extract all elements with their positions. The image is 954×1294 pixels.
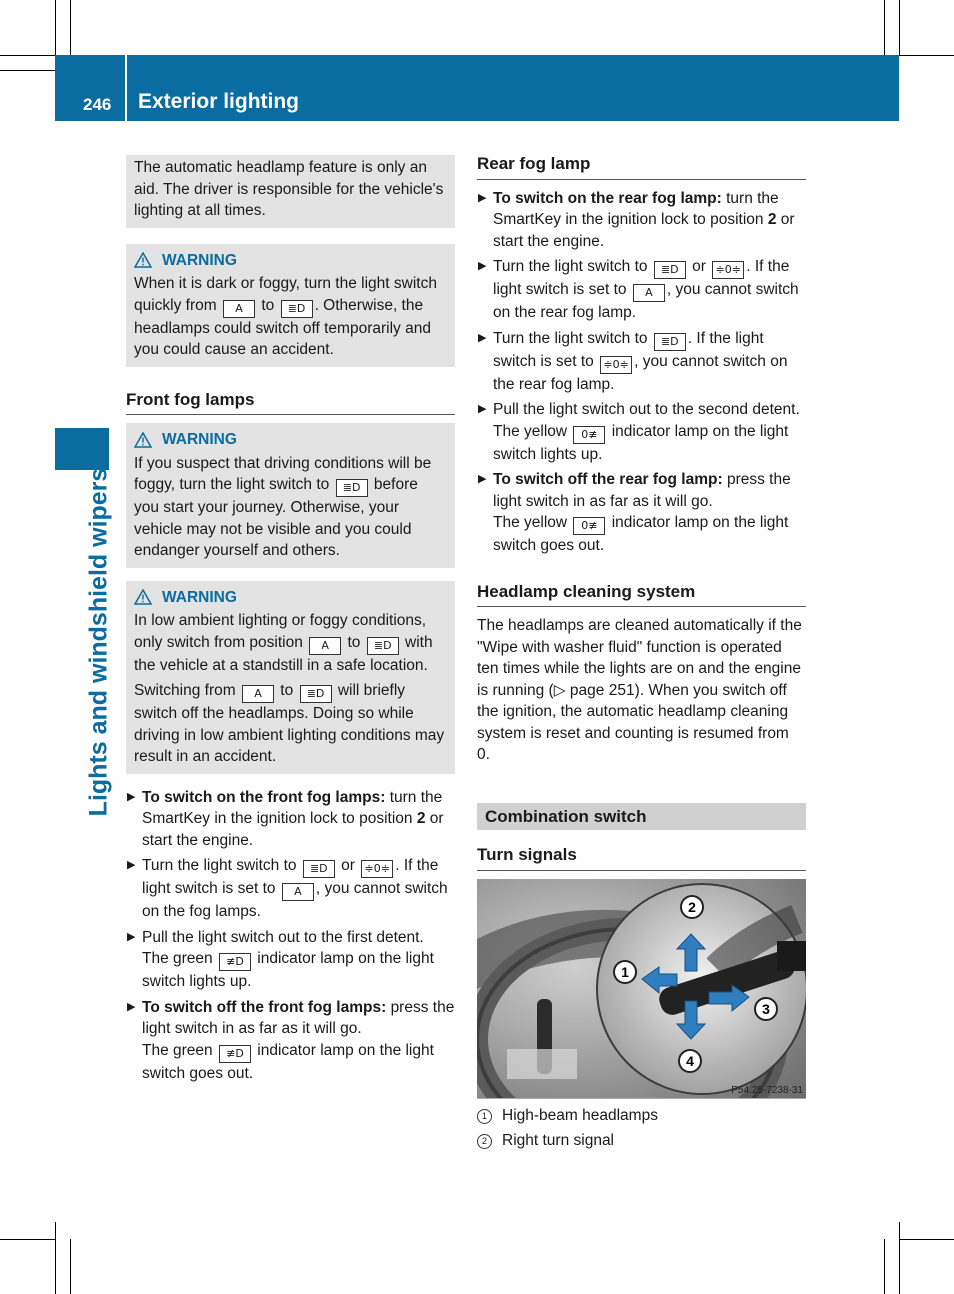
low-beam-icon: ≣D: [367, 637, 399, 655]
callout-label: 2: [688, 898, 696, 915]
page-link[interactable]: page 251). When you switch off the ignition, the automatic headlamp cleaning system is reset and counting is resumed from 0.: [477, 681, 789, 763]
step-text: or: [692, 258, 706, 275]
step-text: press the light switch in as far as it will go.: [493, 471, 791, 510]
warning-text: In low ambient lighting or foggy conditions, only switch from position: [134, 612, 427, 651]
step-text: Pull the light switch out to the second detent.: [493, 401, 800, 418]
step-text: or start the engine.: [142, 810, 444, 849]
callout-label: 3: [762, 1000, 770, 1017]
section-heading-turn-signals: Turn signals: [477, 844, 806, 871]
section-heading-front-fog: Front fog lamps: [126, 389, 455, 416]
section-tab-label: Lights and windshield wipers: [84, 467, 113, 817]
step-text: The green: [142, 950, 213, 967]
section-heading-rear-fog: Rear fog lamp: [477, 153, 806, 180]
section-tab: [55, 428, 109, 470]
instruction-step: [126, 855, 455, 923]
crop-mark: [899, 0, 900, 55]
header-divider: [125, 55, 127, 121]
crop-mark: [884, 1239, 885, 1294]
warning-title: WARNING: [162, 251, 237, 269]
warning-text: . Otherwise, the headlamps could switch off temporarily and you could cause an accident.: [134, 296, 431, 358]
step-text: , you cannot switch on the rear fog lamp.: [493, 281, 799, 321]
front-fog-icon: ≢D: [219, 1045, 251, 1063]
step-text: Turn the light switch to: [493, 329, 648, 347]
warning-text: to: [280, 682, 294, 699]
warning-text: to: [261, 296, 275, 314]
callout-label: 4: [686, 1052, 694, 1069]
warning-text: When it is dark or foggy, turn the light switch quickly from: [134, 275, 437, 314]
step-text: . If the light switch is set to: [493, 329, 764, 370]
warning-triangle-icon: [134, 252, 152, 268]
step-text: The green: [142, 1041, 213, 1059]
step-arrow-icon: ▶: [478, 260, 487, 272]
warning-text: before you start your journey. Otherwise, your vehicle may not be visible and you could endanger yourself and others.: [134, 476, 418, 559]
section-heading-cleaning: Headlamp cleaning system: [477, 581, 806, 608]
step-text: indicator lamp on the light switch lights up.: [142, 950, 434, 990]
step-text: or: [341, 857, 355, 874]
combination-switch-illustration: [477, 879, 806, 1098]
combination-switch-figure: [477, 879, 806, 1099]
instruction-step: [477, 399, 806, 465]
auto-icon: A: [242, 685, 274, 703]
warning-box: [126, 581, 455, 774]
instruction-step: [477, 256, 806, 324]
callout-label: 1: [621, 963, 629, 980]
rear-fog-icon: 0≢: [573, 426, 605, 444]
legend-text: Right turn signal: [502, 1132, 615, 1149]
instruction-step: [126, 927, 455, 993]
parking-lamp-icon: ≑0≑: [361, 860, 393, 878]
step-text: indicator lamp on the light switch goes out.: [142, 1041, 434, 1082]
info-box: [126, 155, 455, 228]
step-bold: To switch on the front fog lamps:: [142, 788, 386, 806]
warning-heading: [134, 247, 447, 272]
parking-lamp-icon: ≑0≑: [600, 356, 632, 374]
low-beam-icon: ≣D: [654, 333, 686, 351]
crop-mark: [55, 0, 56, 55]
warning-triangle-icon: [134, 589, 152, 605]
low-beam-icon: ≣D: [654, 261, 686, 279]
legend-item: [477, 1130, 806, 1152]
step-text: , you cannot switch on the rear fog lamp.: [493, 352, 788, 393]
step-arrow-icon: ▶: [127, 1000, 136, 1013]
step-text: Turn the light switch to: [493, 258, 648, 275]
crop-mark: [884, 0, 885, 55]
step-bold: To switch off the front fog lamps:: [142, 998, 387, 1016]
step-text: turn the SmartKey in the ignition lock to position: [493, 189, 779, 228]
step-arrow-icon: ▶: [478, 403, 487, 415]
warning-text: Switching from: [134, 682, 236, 699]
warning-triangle-icon: [134, 432, 152, 448]
step-arrow-icon: ▶: [127, 859, 136, 871]
low-beam-icon: ≣D: [303, 860, 335, 878]
low-beam-icon: ≣D: [300, 685, 332, 703]
low-beam-icon: ≣D: [281, 300, 313, 318]
crop-mark: [899, 1222, 900, 1294]
parking-lamp-icon: ≑0≑: [712, 261, 744, 279]
step-bold: To switch off the rear fog lamp:: [493, 471, 723, 488]
step-text: The yellow: [493, 422, 568, 440]
left-column: [126, 155, 455, 1084]
position-number: 2: [416, 810, 426, 827]
figure-code: P54.25-7238-31: [731, 1084, 803, 1096]
instruction-step: [477, 469, 806, 557]
crop-mark: [899, 55, 954, 56]
crop-mark: [899, 1239, 954, 1240]
instruction-step: [477, 328, 806, 396]
legend-number: 2: [477, 1134, 492, 1149]
warning-heading: [134, 426, 447, 451]
step-text: indicator lamp on the light switch lights up.: [493, 422, 789, 463]
step-bold: To switch on the rear fog lamp:: [493, 189, 722, 207]
page-ref-arrow-icon: ▷: [553, 681, 566, 699]
step-text: press the light switch in as far as it will go.: [142, 998, 455, 1037]
page-header: [55, 55, 899, 121]
step-text: , you cannot switch on the fog lamps.: [142, 880, 448, 920]
crop-mark: [0, 55, 55, 56]
step-text: Pull the light switch out to the first detent.: [142, 928, 424, 946]
crop-mark: [0, 70, 55, 71]
warning-title: WARNING: [162, 431, 237, 448]
low-beam-icon: ≣D: [336, 479, 368, 497]
auto-icon: A: [633, 284, 665, 302]
auto-icon: A: [282, 883, 314, 901]
instruction-step: [126, 787, 455, 852]
step-arrow-icon: ▶: [478, 191, 487, 204]
position-number: 2: [767, 211, 777, 228]
legend-number: 1: [477, 1109, 492, 1124]
step-text: Turn the light switch to: [142, 857, 297, 874]
body-text: The headlamps are cleaned automatically if the "Wipe with washer fluid" function is operated ten times while the lights are on and the engine is running (: [477, 617, 802, 699]
info-text: The automatic headlamp feature is only an aid. The driver is responsible for the vehicle's lighting at all times.: [134, 159, 444, 219]
warning-title: WARNING: [162, 588, 237, 606]
warning-heading: [134, 584, 447, 609]
crop-mark: [55, 1222, 56, 1294]
warning-text: to: [347, 633, 361, 651]
warning-box: [126, 244, 455, 367]
auto-icon: A: [309, 637, 341, 655]
crop-mark: [0, 1239, 55, 1240]
step-text: turn the SmartKey in the ignition lock to position: [142, 788, 443, 827]
step-text: indicator lamp on the light switch goes out.: [493, 514, 789, 554]
step-text: . If the light switch is set to: [142, 857, 439, 897]
instruction-step: [126, 997, 455, 1085]
right-column: [477, 153, 806, 1156]
warning-box: [126, 423, 455, 568]
rear-fog-icon: 0≢: [573, 517, 605, 535]
section-heading-combination-switch: Combination switch: [477, 803, 806, 831]
step-arrow-icon: ▶: [127, 930, 136, 943]
front-fog-icon: ≢D: [219, 953, 251, 971]
step-text: or start the engine.: [493, 211, 795, 250]
crop-mark: [70, 0, 71, 55]
step-text: . If the light switch is set to: [493, 258, 790, 298]
step-arrow-icon: ▶: [478, 331, 487, 344]
page-title: Exterior lighting: [138, 90, 300, 113]
warning-text: will briefly switch off the headlamps. Doing so while driving in low ambient lighting conditions may result in an accident.: [134, 682, 445, 765]
step-arrow-icon: ▶: [127, 790, 136, 803]
legend-text: High-beam headlamps: [502, 1106, 658, 1124]
step-arrow-icon: ▶: [478, 473, 487, 485]
warning-text: If you suspect that driving conditions will be foggy, turn the light switch to: [134, 454, 432, 493]
legend-item: [477, 1105, 806, 1127]
auto-icon: A: [223, 300, 255, 318]
page-number: 246: [83, 95, 112, 114]
crop-mark: [70, 1239, 71, 1294]
step-text: The yellow: [493, 514, 568, 531]
warning-text: with the vehicle at a standstill in a safe location.: [134, 633, 433, 674]
instruction-step: [477, 188, 806, 253]
